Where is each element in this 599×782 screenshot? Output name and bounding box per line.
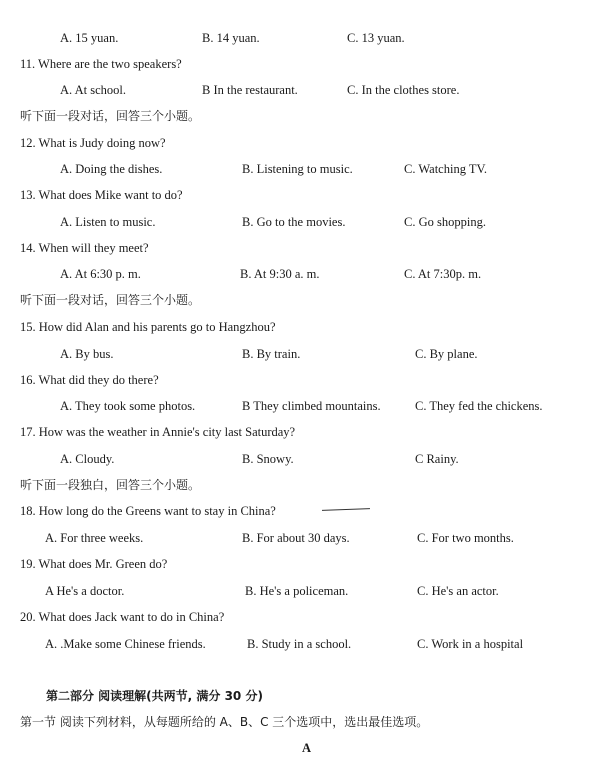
- section1-instruction: 第一节 阅读下列材料，从每题所给的 A、B、C 三个选项中，选出最佳选项。: [20, 715, 429, 729]
- q13-option-c: C. Go shopping.: [404, 215, 486, 229]
- q18-option-a: A. For three weeks.: [45, 531, 144, 545]
- instruction-monologue: 听下面一段独白，回答三个小题。: [20, 478, 201, 492]
- q19-option-a: A He's a doctor.: [45, 584, 125, 598]
- q14-stem: 14. When will they meet?: [20, 241, 149, 255]
- q17-stem: 17. How was the weather in Annie's city last Saturday?: [20, 425, 296, 439]
- q12-option-a: A. Doing the dishes.: [60, 162, 163, 176]
- q13-option-b: B. Go to the movies.: [242, 215, 346, 229]
- q11-option-c: C. In the clothes store.: [347, 83, 460, 97]
- q15-option-a: A. By bus.: [60, 347, 114, 361]
- q17-option-c: C Rainy.: [415, 452, 459, 466]
- q11-option-b: B In the restaurant.: [202, 83, 298, 97]
- q10-option-c: C. 13 yuan.: [347, 31, 405, 45]
- q15-stem: 15. How did Alan and his parents go to Hangzhou?: [20, 320, 276, 334]
- pen-mark: [322, 508, 370, 512]
- q19-option-b: B. He's a policeman.: [245, 584, 349, 598]
- q11-option-a: A. At school.: [60, 83, 126, 97]
- q12-option-c: C. Watching TV.: [404, 162, 488, 176]
- q16-option-a: A. They took some photos.: [60, 399, 196, 413]
- q20-option-b: B. Study in a school.: [247, 637, 352, 651]
- q10-option-b: B. 14 yuan.: [202, 31, 260, 45]
- q15-option-c: C. By plane.: [415, 347, 478, 361]
- q20-option-a: A. .Make some Chinese friends.: [45, 637, 206, 651]
- q16-option-c: C. They fed the chickens.: [415, 399, 543, 413]
- part2-title: 第二部分 阅读理解(共两节, 满分 30 分): [46, 689, 263, 703]
- q14-option-c: C. At 7:30p. m.: [404, 267, 482, 281]
- q20-stem: 20. What does Jack want to do in China?: [20, 610, 225, 624]
- q15-option-b: B. By train.: [242, 347, 301, 361]
- q19-option-c: C. He's an actor.: [417, 584, 499, 598]
- q14-option-b: B. At 9:30 a. m.: [240, 267, 320, 281]
- q16-option-b: B They climbed mountains.: [242, 399, 381, 413]
- q13-option-a: A. Listen to music.: [60, 215, 156, 229]
- q18-option-b: B. For about 30 days.: [242, 531, 350, 545]
- q14-option-a: A. At 6:30 p. m.: [60, 267, 141, 281]
- q17-option-a: A. Cloudy.: [60, 452, 115, 466]
- instruction-dialogue-1: 听下面一段对话，回答三个小题。: [20, 109, 201, 123]
- q11-stem: 11. Where are the two speakers?: [20, 57, 182, 71]
- q16-stem: 16. What did they do there?: [20, 373, 159, 387]
- q19-stem: 19. What does Mr. Green do?: [20, 557, 168, 571]
- instruction-dialogue-2: 听下面一段对话，回答三个小题。: [20, 293, 201, 307]
- q10-option-a: A. 15 yuan.: [60, 31, 119, 45]
- q13-stem: 13. What does Mike want to do?: [20, 188, 183, 202]
- q18-stem: 18. How long do the Greens want to stay in China?: [20, 504, 276, 518]
- passage-label: A: [302, 741, 312, 755]
- q20-option-c: C. Work in a hospital: [417, 637, 524, 651]
- q17-option-b: B. Snowy.: [242, 452, 294, 466]
- q12-option-b: B. Listening to music.: [242, 162, 353, 176]
- q12-stem: 12. What is Judy doing now?: [20, 136, 166, 150]
- q18-option-c: C. For two months.: [417, 531, 514, 545]
